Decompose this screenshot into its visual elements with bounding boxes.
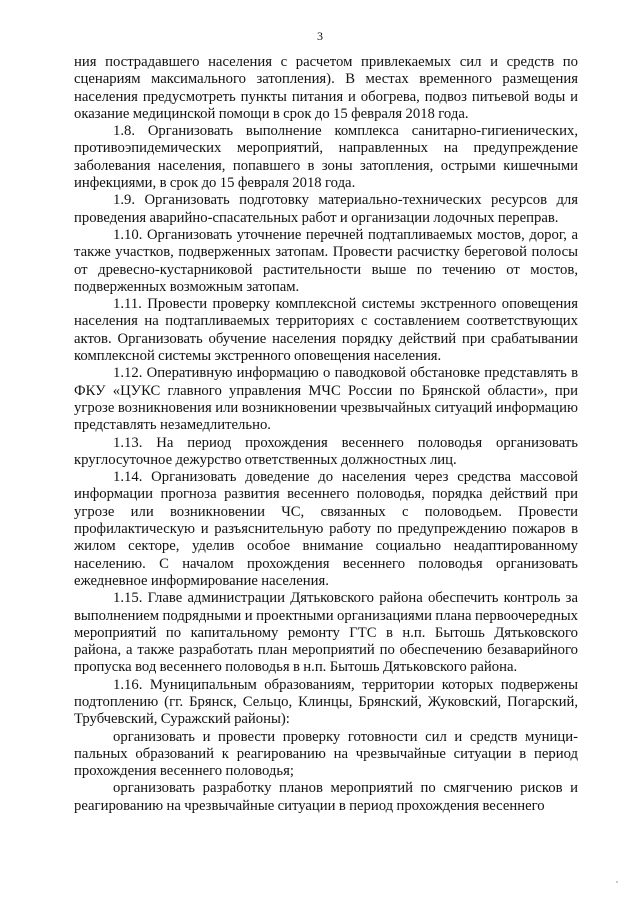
scan-speck [616,881,618,883]
paragraph-1-15: 1.15. Главе администрации Дятьковского района обеспечить контроль за выполнением подрядными и проектными организациями плана первоочередных мероприятий по капитальному ремонту ГТС в н.п. Бытошь Дятьковского района, а также разработать план мероприятий по обеспечению безаварийного пропуска вод весеннего половодья в н.п. Бытошь Дятьковского района. [74,590,578,676]
paragraph-item-risk-plans: организовать разработку планов мероприятий по смягчению рисков и реагированию на чрезвычайные ситуации в период прохождения весеннего [74,780,578,814]
paragraph-1-10: 1.10. Организовать уточнение перечней подтапливаемых мостов, дорог, а также участков, подверженных затопам. Провести расчистку береговой полосы от древесно-кустарниковой растительности выше по течению от мостов, подверженных возможным затопам. [74,226,578,295]
paragraph-1-16: 1.16. Муниципальным образованиям, территории которых подвержены подтоплению (гг. Брянск, Сельцо, Клинцы, Брянский, Жуковский, Погарский, Трубчевский, Суражский районы): [74,676,578,728]
paragraph-continuation: ния пострадавшего населения с расчетом привлекаемых сил и средств по сценариям максимального затопления). В местах временного размещения населения предусмотреть пункты питания и обогрева, подвоз питьевой воды и оказание медицинской помощи в срок до 15 февраля 2018 года. [74,54,578,122]
paragraph-item-readiness-check: организовать и провести проверку готовности сил и средств муниципальных образований к реагированию на чрезвычайные ситуации в период прохождения весеннего половодья; [74,728,578,780]
paragraph-1-11: 1.11. Провести проверку комплексной системы экстренного оповещения населения на подтапливаемых территориях с составлением соответствующих актов. Организовать обучение населения порядку действий при срабатывании комплексной системы экстренного оповещения населения. [74,296,578,365]
paragraph-1-8: 1.8. Организовать выполнение комплекса санитарно-гигиенических, противоэпидемических мероприятий, направленных на предупреждение заболевания населения, попавшего в зоны затопления, острыми кишечными инфекциями, в срок до 15 февраля 2018 года. [74,123,578,192]
document-body [74,54,578,815]
paragraph-1-12: 1.12. Оперативную информацию о паводковой обстановке представлять в ФКУ «ЦУКС главного управления МЧС России по Брянской области», при угрозе возникновения или возникновении чрезвычайных ситуаций информацию представлять незамедлительно. [74,365,578,434]
paragraph-1-13: 1.13. На период прохождения весеннего половодья организовать круглосуточное дежурство ответственных должностных лиц. [74,434,578,468]
page-number: 3 [317,29,323,43]
paragraph-1-14: 1.14. Организовать доведение до населения через средства массовой информации прогноза развития весеннего половодья, порядка действий при угрозе или возникновении ЧС, связанных с половодьем. Провести профилактическую и разъяснительную работу по предупреждению пожаров в жилом секторе, уделив особое внимание социально неадаптированному населению. С началом прохождения весеннего половодья организовать ежедневное информирование населения. [74,469,578,589]
paragraph-1-9: 1.9. Организовать подготовку материально-технических ресурсов для проведения аварийно-спасательных работ и организации лодочных переправ. [74,192,578,226]
